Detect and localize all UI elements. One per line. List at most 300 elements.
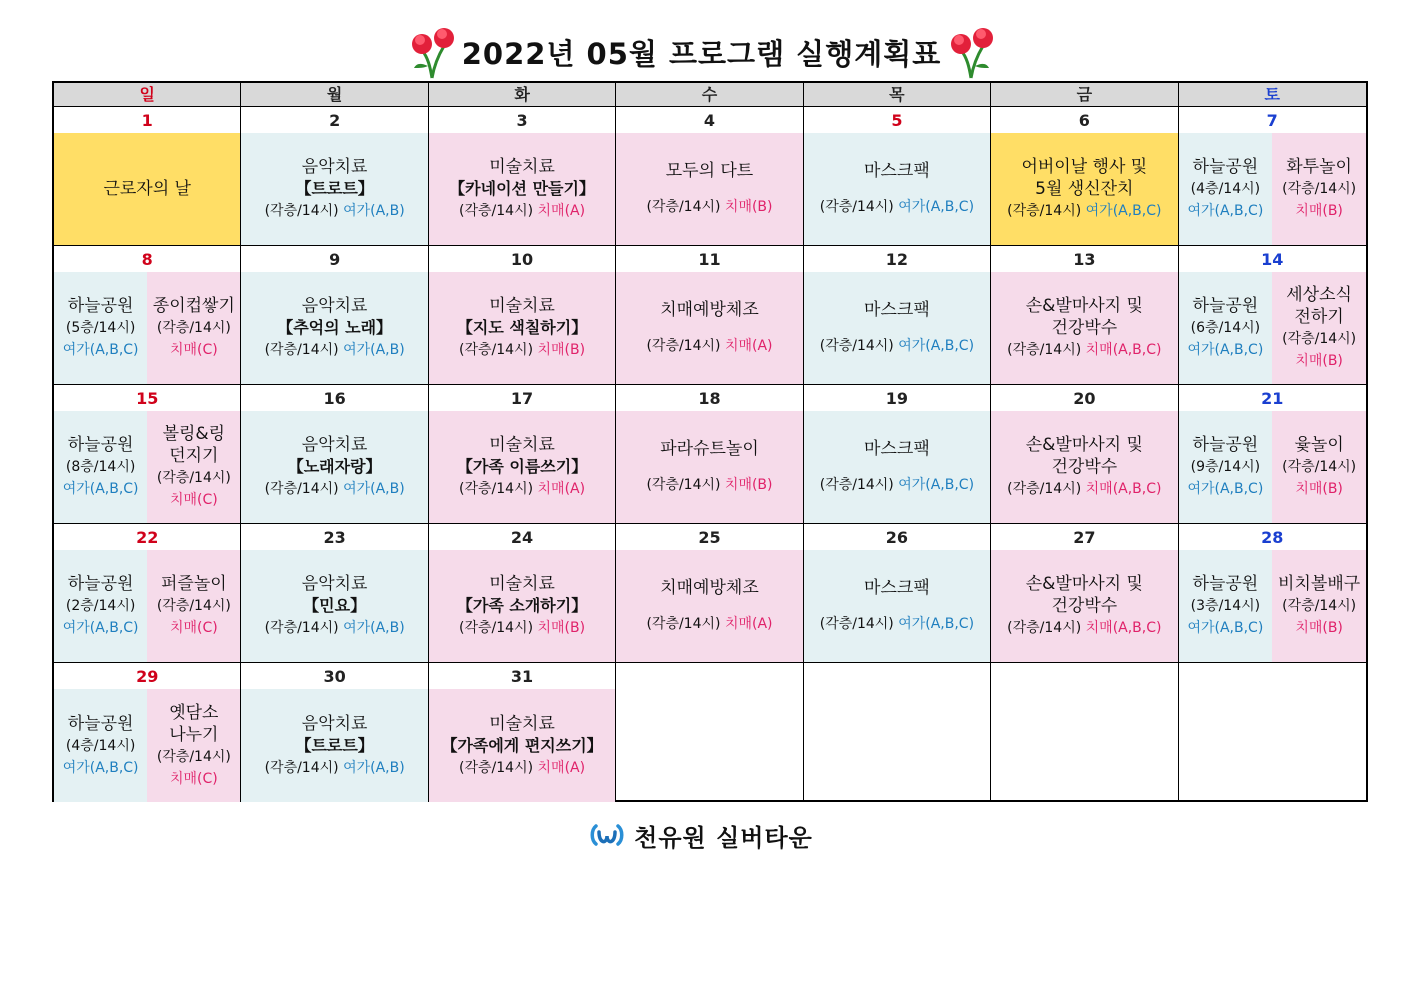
weekday-header-thu: 목 [804,83,991,106]
program-panel [429,272,615,384]
day-number: 14 [1179,246,1366,272]
day-cell [616,385,803,523]
program-time-text: (각층/14시) [459,759,538,776]
day-body [429,133,615,245]
program-panel [147,550,240,662]
day-cell [1179,663,1366,802]
program-subtitle: 【트로트】 [295,179,374,198]
program-detail: 여가(A,B,C) [1187,342,1264,358]
day-cell [804,246,991,384]
program-panel [147,689,240,802]
program-time [1007,617,1161,639]
program-time [265,200,405,222]
day-body [616,411,802,523]
day-number: 24 [429,524,615,550]
program-panel [54,272,147,384]
program-detail: 치매(C) [169,342,218,358]
program-group: 여가(A,B) [343,203,405,219]
program-panel [147,272,240,384]
program-subtitle: 【카네이션 만들기】 [449,179,595,198]
program-panel [804,272,990,384]
day-cell [616,107,803,245]
program-group: 치매(A,B,C) [1085,481,1162,497]
day-body [616,133,802,245]
day-number: 6 [991,107,1177,133]
program-title: 손&발마사지 및 [1025,574,1143,594]
program-time [459,478,585,500]
program-group: 치매(B) [537,342,586,358]
program-panel [616,550,802,662]
program-group: 치매(A) [537,203,586,219]
program-time [820,196,974,218]
program-title: 음악치료 [301,157,368,177]
program-title: 하늘공원 [67,574,134,594]
day-number: 7 [1179,107,1366,133]
day-cell [804,524,991,662]
program-title: 전하기 [1294,307,1344,327]
program-subtitle: 【민요】 [303,596,367,615]
program-detail: (각층/14시) [1282,459,1357,475]
day-body [804,689,990,802]
program-panel [1179,550,1273,662]
day-body [991,689,1177,802]
day-cell [54,107,241,245]
program-panel [241,133,427,245]
day-number: 21 [1179,385,1366,411]
day-cell [429,107,616,245]
day-body [54,689,240,802]
day-cell [54,524,241,662]
program-panel [1179,272,1273,384]
program-time [820,613,974,635]
program-detail: 치매(C) [169,770,218,787]
program-group: 여가(A,B) [343,620,405,636]
program-time-text: (각층/14시) [264,203,344,219]
program-time-text: (각층/14시) [1007,620,1086,636]
day-body [804,272,990,384]
program-panel [616,411,802,523]
day-cell [241,385,428,523]
program-detail: (4층/14시) [65,737,136,754]
program-title: 음악치료 [301,435,368,455]
day-body [616,550,802,662]
program-panel [1179,411,1273,523]
program-title: 건강박수 [1051,318,1118,338]
program-time-text: (각층/14시) [1007,203,1086,219]
program-time [265,339,405,361]
program-time [646,335,772,357]
program-title: 하늘공원 [1192,296,1259,316]
program-time [820,474,974,496]
day-body [1179,550,1366,662]
program-time [265,757,405,779]
day-body [54,550,240,662]
program-group: 치매(A) [537,759,586,776]
program-title: 마스크팩 [864,439,930,459]
program-subtitle: 【추억의 노래】 [277,318,393,337]
day-cell [991,385,1178,523]
day-cell [429,385,616,523]
program-panel [616,133,802,245]
program-detail: 여가(A,B,C) [62,759,139,776]
program-detail: (각층/14시) [1282,331,1357,347]
program-time [459,339,585,361]
weekday-header-row [54,83,1366,107]
day-body [241,411,427,523]
program-group: 여가(A,B,C) [898,477,975,493]
program-detail: (3층/14시) [1190,598,1261,614]
program-panel [991,550,1177,662]
program-panel [241,550,427,662]
day-number: 28 [1179,524,1366,550]
program-group: 치매(B) [724,477,773,493]
day-number: 27 [991,524,1177,550]
program-panel [241,411,427,523]
program-group: 여가(A,B,C) [1085,203,1162,219]
program-panel [1272,133,1366,245]
program-panel [804,411,990,523]
day-body [54,272,240,384]
program-detail: (각층/14시) [1282,598,1357,614]
day-cell [991,524,1178,662]
program-title: 모두의 다트 [665,161,754,181]
program-detail: 여가(A,B,C) [1187,620,1264,636]
day-cell [1179,246,1366,384]
day-cell [241,524,428,662]
page-title-bar [0,22,1403,82]
weekday-header-tue: 화 [429,83,616,106]
program-subtitle: 【가족 소개하기】 [456,596,588,615]
day-number: 20 [991,385,1177,411]
day-number: 5 [804,107,990,133]
day-body [991,272,1177,384]
day-number: 2 [241,107,427,133]
carnation-icon [947,22,995,82]
program-panel [991,411,1177,523]
day-cell [54,663,241,802]
program-panel [1272,550,1366,662]
program-title: 음악치료 [301,296,368,316]
day-cell [54,385,241,523]
program-title: 옛담소 [169,702,219,723]
day-number: 1 [54,107,240,133]
day-number [1179,663,1366,689]
program-panel [1272,272,1366,384]
program-detail: (각층/14시) [156,598,231,614]
program-title: 마스크팩 [864,161,930,181]
day-body [241,133,427,245]
program-detail: 치매(C) [169,492,218,508]
program-time-text: (각층/14시) [819,199,899,215]
program-panel [1272,411,1366,523]
program-detail: 치매(B) [1295,353,1343,369]
program-time-text: (각층/14시) [459,620,538,636]
day-body [991,411,1177,523]
program-detail: 여가(A,B,C) [62,620,139,636]
program-detail: (각층/14시) [156,470,231,486]
program-group: 치매(A) [724,616,773,632]
day-number: 26 [804,524,990,550]
program-group: 여가(A,B,C) [898,616,975,632]
program-detail: 여가(A,B,C) [1187,203,1264,219]
program-subtitle: 【지도 색칠하기】 [456,318,588,337]
day-cell [54,246,241,384]
program-time-text: (각층/14시) [1007,481,1086,497]
program-title: 던지기 [169,446,219,466]
program-group: 치매(A) [537,481,586,497]
day-number: 11 [616,246,802,272]
day-body [616,272,802,384]
weekday-header-mon: 월 [241,83,428,106]
program-group: 여가(A,B,C) [898,338,975,354]
day-number: 25 [616,524,802,550]
day-number: 30 [241,663,427,689]
program-title: 하늘공원 [1192,157,1259,177]
footer-brand [0,818,1403,852]
program-panel [429,133,615,245]
day-cell [429,246,616,384]
program-panel [804,133,990,245]
program-title: 윷놀이 [1294,435,1344,455]
day-body [804,133,990,245]
day-body [1179,689,1366,802]
program-detail: (5층/14시) [65,320,136,336]
program-detail: (4층/14시) [1190,181,1261,197]
program-subtitle: 【가족 이름쓰기】 [456,457,588,476]
program-time-text: (각층/14시) [459,203,538,219]
day-body [54,133,240,245]
week-row [54,246,1366,385]
page-title: 2022년 05월 프로그램 실행계획표 [461,36,942,71]
program-panel [429,550,615,662]
day-number [804,663,990,689]
program-title: 건강박수 [1051,596,1118,616]
day-cell [804,663,991,802]
program-detail: 치매(B) [1295,620,1343,636]
program-group: 치매(A,B,C) [1085,342,1162,358]
week-row [54,524,1366,663]
program-time-text: (각층/14시) [264,481,344,497]
day-body [1179,272,1366,384]
day-number: 3 [429,107,615,133]
program-time-text: (각층/14시) [646,338,725,354]
program-time [820,335,974,357]
program-title: 세상소식 [1286,285,1352,305]
program-time-text: (각층/14시) [264,759,344,776]
day-cell [1179,524,1366,662]
program-title: 볼링&링 [162,424,226,444]
program-title: 하늘공원 [67,713,134,734]
day-body [1179,133,1366,245]
day-body [804,550,990,662]
program-title: 5월 생신잔치 [1035,179,1134,199]
day-body [616,689,802,802]
program-time [1007,478,1161,500]
program-title: 미술치료 [489,296,555,316]
program-title: 미술치료 [489,574,555,594]
program-detail: 여가(A,B,C) [62,481,139,497]
day-number: 18 [616,385,802,411]
program-time-text: (각층/14시) [459,342,538,358]
program-panel [1179,133,1273,245]
program-group: 치매(B) [724,199,773,215]
program-panel [54,133,240,245]
program-time-text: (각층/14시) [819,477,899,493]
program-title: 하늘공원 [1192,574,1259,594]
program-time [459,617,585,639]
program-detail: (각층/14시) [156,748,231,765]
program-title: 마스크팩 [864,300,930,320]
day-body [991,133,1177,245]
day-body [241,689,427,802]
day-number: 8 [54,246,240,272]
program-group: 치매(A,B,C) [1085,620,1162,636]
program-time [265,478,405,500]
day-number: 15 [54,385,240,411]
program-title: 비치볼배구 [1278,574,1361,594]
week-row [54,107,1366,246]
program-detail: 치매(C) [169,620,218,636]
program-detail: (각층/14시) [1282,181,1357,197]
week-row [54,663,1366,802]
day-cell [429,663,616,802]
program-panel [241,272,427,384]
calendar-weeks [54,107,1366,802]
day-number: 4 [616,107,802,133]
program-detail: 치매(B) [1295,203,1343,219]
program-title: 하늘공원 [1192,435,1259,455]
program-time-text: (각층/14시) [819,338,899,354]
day-number [991,663,1177,689]
program-time-text: (각층/14시) [1007,342,1086,358]
program-title: 마스크팩 [864,578,930,598]
program-title: 화투놀이 [1286,157,1352,177]
day-cell [616,524,803,662]
program-time [1007,339,1161,361]
program-panel [241,689,427,802]
day-cell [241,246,428,384]
program-detail: 치매(B) [1295,481,1343,497]
program-panel [429,411,615,523]
program-time-text: (각층/14시) [264,620,344,636]
weekday-header-sun: 일 [54,83,241,106]
day-cell [616,663,803,802]
day-number: 29 [54,663,240,689]
program-panel [54,689,147,802]
day-cell [241,107,428,245]
program-time [265,617,405,639]
program-detail: 여가(A,B,C) [1187,481,1264,497]
program-panel [54,550,147,662]
program-time-text: (각층/14시) [646,477,725,493]
day-body [429,411,615,523]
program-time [1007,200,1161,222]
program-title: 치매예방체조 [660,300,759,320]
day-number: 12 [804,246,990,272]
day-number: 16 [241,385,427,411]
program-title: 미술치료 [489,713,555,734]
day-body [429,272,615,384]
program-title: 손&발마사지 및 [1025,296,1143,316]
day-number [616,663,802,689]
program-group: 치매(A) [724,338,773,354]
program-title: 근로자의 날 [103,179,191,199]
carnation-icon [408,22,456,82]
program-time [646,613,772,635]
program-time [459,757,585,779]
day-number: 10 [429,246,615,272]
program-title: 미술치료 [489,157,555,177]
day-cell [991,246,1178,384]
day-body [241,550,427,662]
day-number: 23 [241,524,427,550]
day-cell [1179,107,1366,245]
program-title: 건강박수 [1051,457,1118,477]
program-detail: (8층/14시) [65,459,136,475]
program-title: 어버이날 행사 및 [1021,157,1148,177]
program-group: 여가(A,B) [343,481,405,497]
footer-text: 천유원 실버타운 [634,823,813,852]
program-subtitle: 【가족에게 편지쓰기】 [441,735,603,755]
program-group: 여가(A,B,C) [898,199,975,215]
program-panel [616,272,802,384]
brand-logo-icon [590,822,624,848]
program-time-text: (각층/14시) [264,342,344,358]
program-panel [147,411,240,523]
program-title: 미술치료 [489,435,555,455]
program-title: 음악치료 [301,574,368,594]
day-number: 9 [241,246,427,272]
program-time [459,200,585,222]
day-body [241,272,427,384]
program-title: 파라슈트놀이 [660,439,759,459]
program-time-text: (각층/14시) [646,199,725,215]
program-title: 하늘공원 [67,296,134,316]
program-group: 치매(B) [537,620,586,636]
day-body [804,411,990,523]
day-cell [804,107,991,245]
program-title: 하늘공원 [67,435,134,455]
day-cell [429,524,616,662]
program-panel [991,272,1177,384]
program-time-text: (각층/14시) [459,481,538,497]
day-body [429,689,615,802]
weekday-header-sat: 토 [1264,85,1280,104]
program-detail: 여가(A,B,C) [62,342,139,358]
calendar-table [52,81,1368,802]
program-time-text: (각층/14시) [819,616,899,632]
day-number: 19 [804,385,990,411]
program-title: 퍼즐놀이 [160,574,227,594]
program-panel [991,133,1177,245]
program-time [646,474,772,496]
program-time-text: (각층/14시) [646,616,725,632]
day-number: 17 [429,385,615,411]
program-panel [804,550,990,662]
weekday-header-wed: 수 [616,83,803,106]
day-number: 13 [991,246,1177,272]
day-cell [616,246,803,384]
day-body [429,550,615,662]
program-panel [54,411,147,523]
day-number: 22 [54,524,240,550]
weekday-header-fri: 금 [991,83,1178,106]
day-cell [1179,385,1366,523]
day-body [1179,411,1366,523]
day-cell [241,663,428,802]
program-subtitle: 【노래자랑】 [287,457,382,476]
day-cell [804,385,991,523]
